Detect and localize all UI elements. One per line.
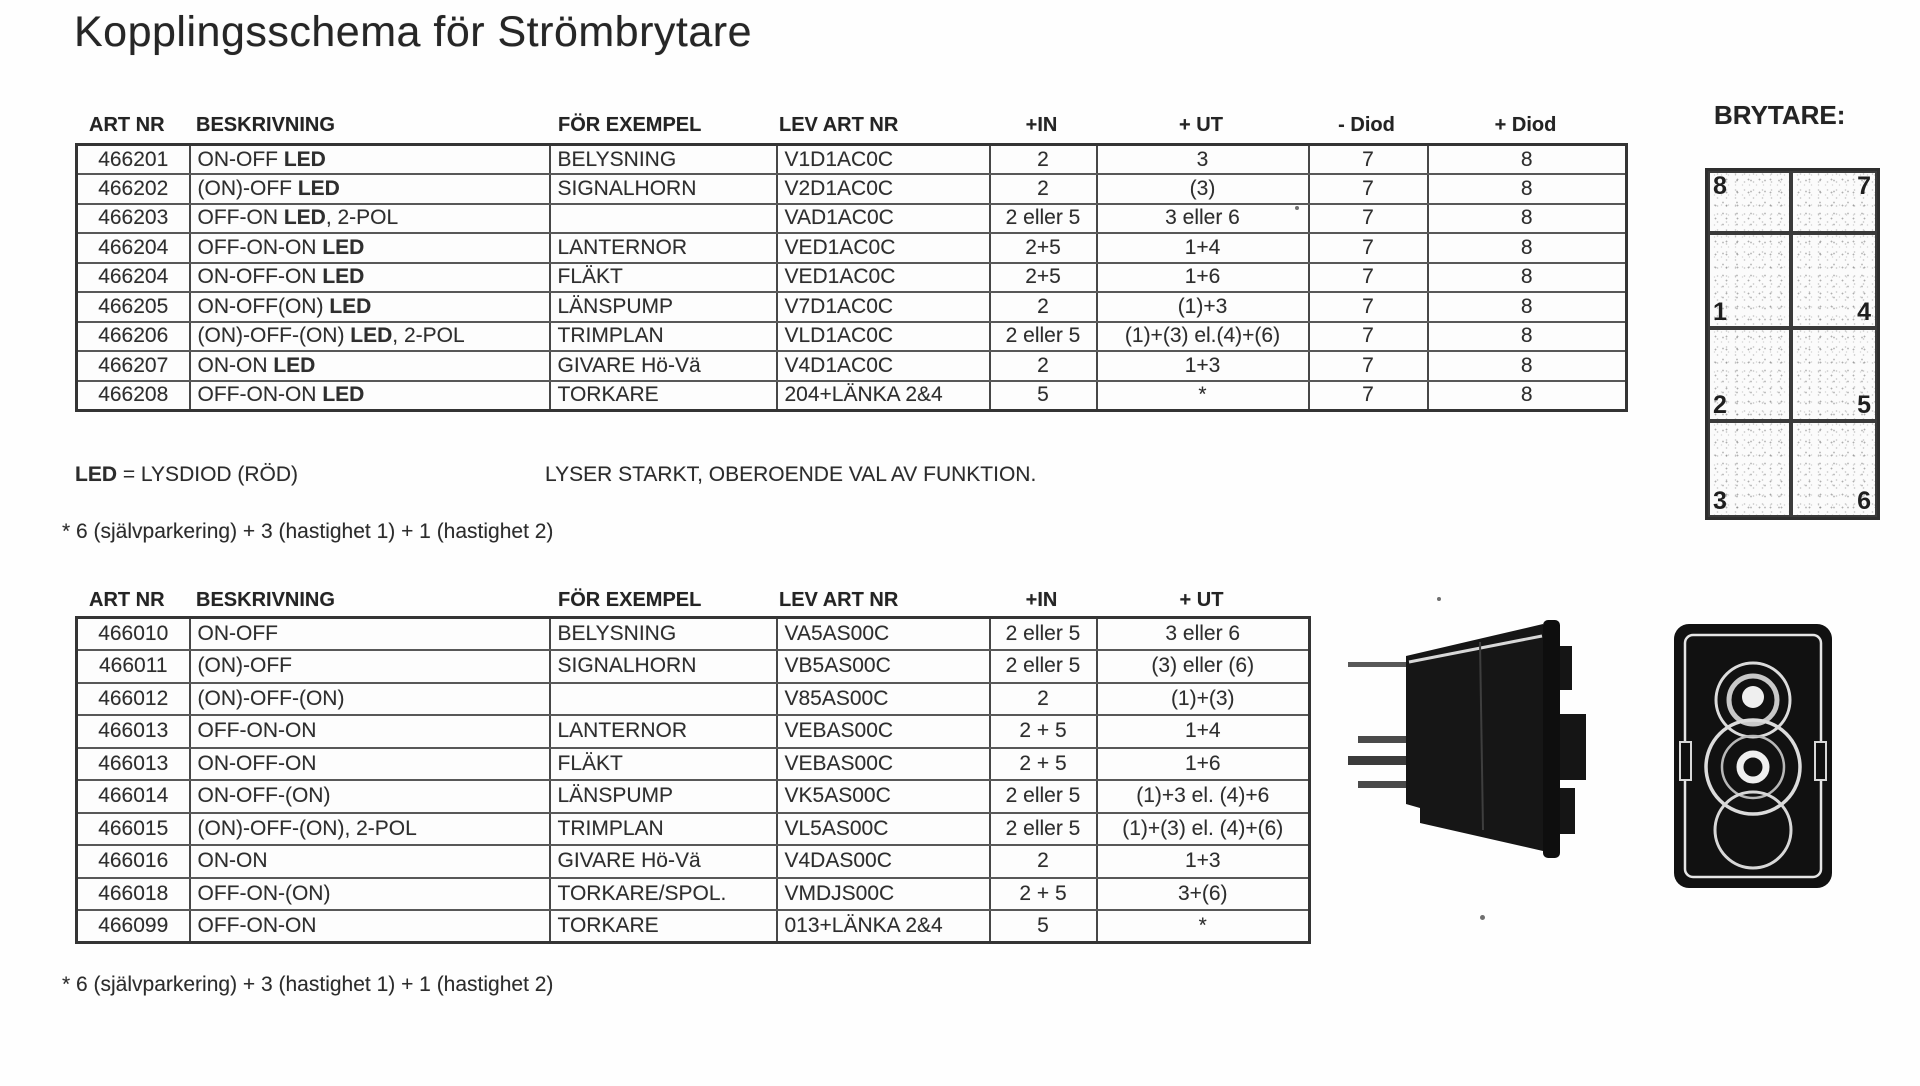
table-row	[77, 910, 1310, 943]
table-cell: 8	[1428, 292, 1627, 322]
table-cell: LÄNSPUMP	[550, 292, 777, 322]
table-cell: 7	[1309, 381, 1428, 411]
switch-table	[75, 616, 1311, 944]
table-row	[77, 780, 1310, 813]
table-cell: (ON)-OFF-(ON) LED, 2-POL	[190, 322, 550, 352]
table-cell: 5	[990, 910, 1097, 943]
table-cell: 466204	[77, 263, 190, 293]
table-cell: 7	[1309, 174, 1428, 204]
table-cell: 8	[1428, 322, 1627, 352]
table-row	[77, 263, 1627, 293]
table-cell: GIVARE Hö-Vä	[550, 845, 777, 878]
column-header: ART NR	[89, 589, 165, 611]
table-cell: SIGNALHORN	[550, 650, 777, 683]
table-cell: 2	[990, 292, 1097, 322]
table-cell: OFF-ON-ON	[190, 715, 550, 748]
table2-header-row	[75, 580, 1308, 616]
scan-speck	[1295, 206, 1299, 210]
table-cell: GIVARE Hö-Vä	[550, 351, 777, 381]
table-cell: 1+6	[1097, 748, 1310, 781]
switch-table-section	[75, 580, 1308, 944]
table-cell: 2	[990, 845, 1097, 878]
table-cell: VK5AS00C	[777, 780, 990, 813]
table-cell: TORKARE	[550, 910, 777, 943]
table-cell: (1)+3 el. (4)+6	[1097, 780, 1310, 813]
terminal-number: 2	[1713, 391, 1727, 419]
table-cell: 466206	[77, 322, 190, 352]
table-cell: 8	[1428, 233, 1627, 263]
table-cell: 466202	[77, 174, 190, 204]
table-cell: 2 eller 5	[990, 322, 1097, 352]
table-cell: (ON)-OFF	[190, 650, 550, 683]
table-cell: (3) eller (6)	[1097, 650, 1310, 683]
led-switch-table-section	[75, 97, 1625, 412]
table-cell: V85AS00C	[777, 683, 990, 716]
column-header: BESKRIVNING	[196, 114, 335, 136]
table1-header-row	[75, 97, 1625, 143]
table-cell: (1)+(3) el.(4)+(6)	[1097, 322, 1309, 352]
table-cell: 466014	[77, 780, 190, 813]
terminal-number: 7	[1857, 172, 1871, 200]
table-cell: VB5AS00C	[777, 650, 990, 683]
table-cell: VL5AS00C	[777, 813, 990, 846]
table-cell: 466016	[77, 845, 190, 878]
led-legend-bold: LED	[75, 463, 117, 486]
table-cell: 2+5	[990, 263, 1097, 293]
table-cell: 1+6	[1097, 263, 1309, 293]
table-cell: ON-OFF-ON LED	[190, 263, 550, 293]
table-cell: 3 eller 6	[1097, 204, 1309, 234]
table-cell: ON-OFF-(ON)	[190, 780, 550, 813]
table-cell: 8	[1428, 174, 1627, 204]
table-cell: (ON)-OFF-(ON), 2-POL	[190, 813, 550, 846]
table-cell: 466018	[77, 878, 190, 911]
table-cell: LANTERNOR	[550, 715, 777, 748]
rocker-switch-side-view-image	[1346, 618, 1588, 860]
terminal-cell	[1708, 421, 1791, 517]
table-cell	[550, 683, 777, 716]
table-cell: 3	[1097, 145, 1309, 175]
led-switch-table	[75, 143, 1628, 412]
table-cell: BELYSNING	[550, 618, 777, 651]
table-row	[77, 813, 1310, 846]
table-row	[77, 845, 1310, 878]
led-function-note: LYSER STARKT, OBEROENDE VAL AV FUNKTION.	[545, 463, 1037, 486]
table-cell: VAD1AC0C	[777, 204, 990, 234]
table-cell: ON-ON LED	[190, 351, 550, 381]
column-header: +IN	[1025, 114, 1058, 136]
table-cell: 8	[1428, 145, 1627, 175]
table-cell: 2	[990, 683, 1097, 716]
table-row	[77, 322, 1627, 352]
table-row	[77, 618, 1310, 651]
table-cell: 2	[990, 145, 1097, 175]
table-cell: 3+(6)	[1097, 878, 1310, 911]
table-cell: 466205	[77, 292, 190, 322]
table-cell: 2	[990, 351, 1097, 381]
table-cell: 8	[1428, 263, 1627, 293]
table-cell: SIGNALHORN	[550, 174, 777, 204]
table-cell: 466010	[77, 618, 190, 651]
table-cell: 7	[1309, 292, 1428, 322]
column-header: - Diod	[1338, 114, 1395, 136]
table-cell: 466207	[77, 351, 190, 381]
table-cell: 3 eller 6	[1097, 618, 1310, 651]
table-cell: V2D1AC0C	[777, 174, 990, 204]
table-cell: TORKARE	[550, 381, 777, 411]
brytare-label: BRYTARE:	[1714, 100, 1846, 130]
table-cell: 2 eller 5	[990, 618, 1097, 651]
column-header: +IN	[1025, 589, 1058, 611]
table-cell: ON-ON	[190, 845, 550, 878]
table-cell: LÄNSPUMP	[550, 780, 777, 813]
table-cell: ON-OFF-ON	[190, 748, 550, 781]
table-row	[77, 351, 1627, 381]
table-cell: 466208	[77, 381, 190, 411]
table-cell: 7	[1309, 263, 1428, 293]
column-header: LEV ART NR	[779, 114, 899, 136]
column-header: + Diod	[1494, 114, 1557, 136]
column-header: LEV ART NR	[779, 589, 899, 611]
table-cell: 7	[1309, 351, 1428, 381]
table-cell: (3)	[1097, 174, 1309, 204]
table-cell: ON-OFF	[190, 618, 550, 651]
table-cell: 466013	[77, 715, 190, 748]
table-cell: ON-OFF(ON) LED	[190, 292, 550, 322]
terminal-cell	[1791, 233, 1877, 328]
table-cell: 7	[1309, 322, 1428, 352]
table-cell: (1)+(3) el. (4)+(6)	[1097, 813, 1310, 846]
terminal-number: 3	[1713, 487, 1727, 515]
table-row	[77, 878, 1310, 911]
table-row	[77, 174, 1627, 204]
table-cell: 2+5	[990, 233, 1097, 263]
column-header: BESKRIVNING	[196, 589, 335, 611]
terminal-cell	[1791, 421, 1877, 517]
led-legend-rest: = LYSDIOD (RÖD)	[117, 463, 299, 486]
table-row	[77, 748, 1310, 781]
table-cell: 1+4	[1097, 715, 1310, 748]
table-cell: VED1AC0C	[777, 233, 990, 263]
footnote-2: * 6 (självparkering) + 3 (hastighet 1) + 1 (hastighet 2)	[62, 973, 554, 996]
table-cell: 466099	[77, 910, 190, 943]
table-cell: 2 + 5	[990, 715, 1097, 748]
table-row	[77, 145, 1627, 175]
table-cell: FLÄKT	[550, 263, 777, 293]
terminal-cell	[1791, 171, 1877, 233]
table-cell: 466201	[77, 145, 190, 175]
table-cell: 013+LÄNKA 2&4	[777, 910, 990, 943]
terminal-cell	[1708, 233, 1791, 328]
column-header: + UT	[1179, 114, 1223, 136]
table-cell: 466012	[77, 683, 190, 716]
table-cell: 1+4	[1097, 233, 1309, 263]
terminal-cell	[1708, 171, 1791, 233]
terminal-number: 4	[1857, 298, 1871, 326]
table-cell: ON-OFF LED	[190, 145, 550, 175]
table-cell: 466204	[77, 233, 190, 263]
footnote-1: * 6 (självparkering) + 3 (hastighet 1) + 1 (hastighet 2)	[62, 520, 554, 543]
table-cell: 2 + 5	[990, 748, 1097, 781]
table-cell: (1)+3	[1097, 292, 1309, 322]
terminal-number: 5	[1857, 391, 1871, 419]
table-cell: V4DAS00C	[777, 845, 990, 878]
table-cell: 2 eller 5	[990, 204, 1097, 234]
table-cell: TORKARE/SPOL.	[550, 878, 777, 911]
table-cell: 466013	[77, 748, 190, 781]
table-cell: OFF-ON LED, 2-POL	[190, 204, 550, 234]
table-cell: *	[1097, 381, 1309, 411]
table-cell: 8	[1428, 381, 1627, 411]
table-cell: LANTERNOR	[550, 233, 777, 263]
table-row	[77, 204, 1627, 234]
terminal-cell	[1708, 328, 1791, 421]
table-cell: VMDJS00C	[777, 878, 990, 911]
table-row	[77, 650, 1310, 683]
table-cell: 5	[990, 381, 1097, 411]
table-cell: (1)+(3)	[1097, 683, 1310, 716]
table-cell: 2	[990, 174, 1097, 204]
table-cell: 466011	[77, 650, 190, 683]
table-cell: 2 eller 5	[990, 650, 1097, 683]
table-cell: 204+LÄNKA 2&4	[777, 381, 990, 411]
table-row	[77, 381, 1627, 411]
terminal-number: 1	[1713, 298, 1727, 326]
table-row	[77, 683, 1310, 716]
table-cell: OFF-ON-ON	[190, 910, 550, 943]
scan-speck	[1437, 597, 1441, 601]
column-header: ART NR	[89, 114, 165, 136]
table-cell: 8	[1428, 204, 1627, 234]
table-cell: 7	[1309, 233, 1428, 263]
table-cell: VEBAS00C	[777, 748, 990, 781]
table-cell: 7	[1309, 204, 1428, 234]
table-cell: FLÄKT	[550, 748, 777, 781]
brytare-terminal-diagram	[1705, 168, 1880, 520]
scan-speck	[1480, 915, 1485, 920]
column-header: FÖR EXEMPEL	[558, 114, 702, 136]
table-cell: 1+3	[1097, 845, 1310, 878]
table-cell: 466015	[77, 813, 190, 846]
table-cell: OFF-ON-ON LED	[190, 381, 550, 411]
terminal-number: 8	[1713, 172, 1727, 200]
table-cell: 2 + 5	[990, 878, 1097, 911]
table-cell: V4D1AC0C	[777, 351, 990, 381]
table-cell: VED1AC0C	[777, 263, 990, 293]
table-cell: 8	[1428, 351, 1627, 381]
table-cell: OFF-ON-(ON)	[190, 878, 550, 911]
terminal-cell	[1791, 328, 1877, 421]
table-cell: OFF-ON-ON LED	[190, 233, 550, 263]
terminal-number: 6	[1857, 487, 1871, 515]
column-header: FÖR EXEMPEL	[558, 589, 702, 611]
table-cell: 1+3	[1097, 351, 1309, 381]
table-cell: *	[1097, 910, 1310, 943]
led-legend	[75, 463, 298, 487]
table-cell: 466203	[77, 204, 190, 234]
table-cell: 2 eller 5	[990, 813, 1097, 846]
table-cell	[550, 204, 777, 234]
table-cell: 2 eller 5	[990, 780, 1097, 813]
rocker-switch-front-view-image	[1672, 622, 1834, 890]
table-cell: V1D1AC0C	[777, 145, 990, 175]
table-cell: TRIMPLAN	[550, 322, 777, 352]
table-cell: TRIMPLAN	[550, 813, 777, 846]
table-row	[77, 292, 1627, 322]
column-header: + UT	[1179, 589, 1224, 611]
table-cell: VA5AS00C	[777, 618, 990, 651]
table-row	[77, 233, 1627, 263]
table-cell: VEBAS00C	[777, 715, 990, 748]
table-cell: 7	[1309, 145, 1428, 175]
table-cell: (ON)-OFF LED	[190, 174, 550, 204]
table-row	[77, 715, 1310, 748]
table-cell: (ON)-OFF-(ON)	[190, 683, 550, 716]
page-title: Kopplingsschema för Strömbrytare	[74, 8, 753, 56]
table-cell: VLD1AC0C	[777, 322, 990, 352]
table-cell: BELYSNING	[550, 145, 777, 175]
table-cell: V7D1AC0C	[777, 292, 990, 322]
